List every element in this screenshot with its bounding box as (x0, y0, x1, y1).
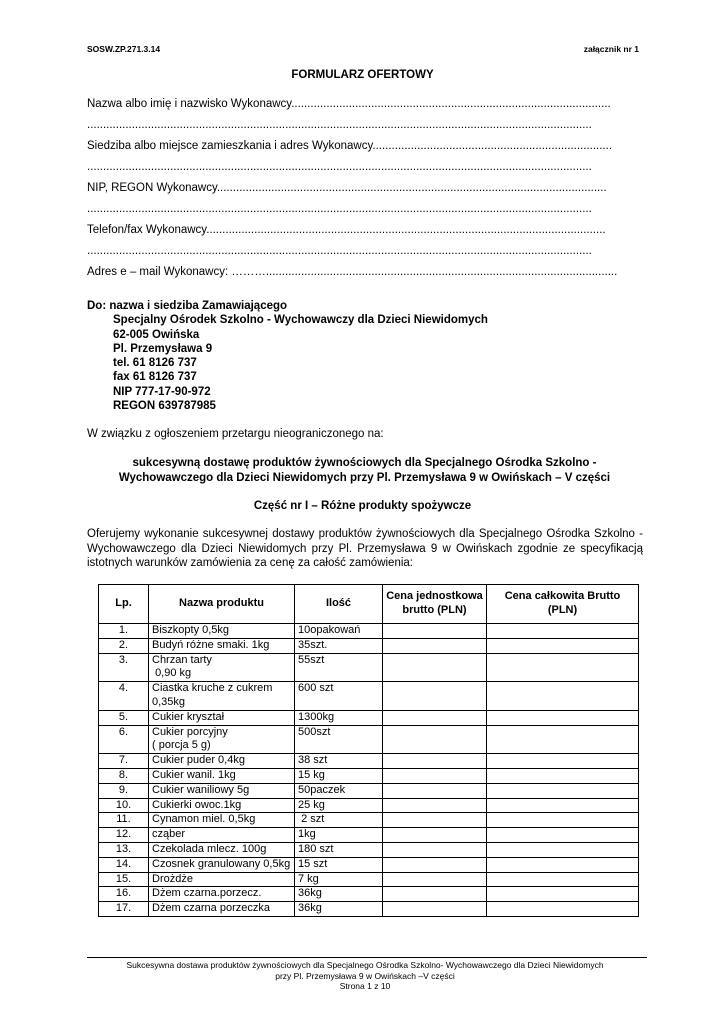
table-row (99, 857, 639, 872)
total-price-cell[interactable] (487, 842, 639, 857)
product-name: Cukier puder 0,4kg (149, 754, 295, 769)
unit-price-cell[interactable] (383, 638, 487, 653)
footer-line: przy Pl. Przemysława 9 w Owińskach –V części (275, 970, 455, 981)
row-number: 11. (99, 813, 149, 828)
quantity: 1kg (295, 828, 383, 843)
quantity: 25 kg (295, 798, 383, 813)
total-price-cell[interactable] (487, 783, 639, 798)
row-number: 10. (99, 798, 149, 813)
product-name: Cukier wanil. 1kg (149, 768, 295, 783)
phone-fax-continuation[interactable]: .............................................................................................................................................................. (87, 245, 592, 257)
table-header-row (99, 585, 639, 624)
unit-price-cell[interactable] (383, 902, 487, 917)
row-number: 12. (99, 828, 149, 843)
table-row (99, 624, 639, 639)
recipient-line: REGON 639787985 (113, 400, 216, 413)
table-row (99, 828, 639, 843)
reference-number: SOSW.ZP.271.3.14 (87, 44, 161, 54)
unit-price-cell[interactable] (383, 842, 487, 857)
product-name: Drożdże (149, 872, 295, 887)
product-name: cząber (149, 828, 295, 843)
recipient-line: NIP 777-17-90-972 (113, 385, 211, 398)
table-row (99, 798, 639, 813)
tender-subject: sukcesywną dostawę produktów żywnościowych dla Specjalnego Ośrodka Szkolno - Wychowawczego dla Dzieci Niewidomych przy Pl. Przemysława 9 w Owińskach – V części (118, 457, 611, 484)
unit-price-cell[interactable] (383, 710, 487, 725)
row-number: 14. (99, 857, 149, 872)
total-price-cell[interactable] (487, 638, 639, 653)
table-row (99, 813, 639, 828)
email-field[interactable]: Adres e – mail Wykonawcy: ……….............................................................................................................. (87, 266, 618, 278)
total-price-cell[interactable] (487, 725, 639, 754)
product-name: Czekolada mlecz. 100g (149, 842, 295, 857)
product-name: Cukierki owoc.1kg (149, 798, 295, 813)
table-row (99, 638, 639, 653)
footer-line: Sukcesywna dostawa produktów żywnościowych dla Specjalnego Ośrodka Szkolno- Wychowawczego dla Dzieci Niewidomych (126, 960, 604, 970)
column-header-total-price: Cena całkowita Brutto (PLN) (487, 585, 639, 624)
total-price-cell[interactable] (487, 872, 639, 887)
row-number: 3. (99, 653, 149, 682)
recipient-line: fax 61 8126 737 (113, 371, 197, 384)
product-name: Cynamon miel. 0,5kg (149, 813, 295, 828)
row-number: 4. (99, 682, 149, 711)
total-price-cell[interactable] (487, 857, 639, 872)
column-header-quantity: Ilość (295, 585, 383, 624)
nip-regon-field[interactable]: NIP, REGON Wykonawcy.......................................................................................................................... (87, 182, 607, 194)
contractor-address-field[interactable]: Siedziba albo miejsce zamieszkania i adres Wykonawcy........................................................................... (87, 140, 613, 152)
product-name: Cukier waniliowy 5g (149, 783, 295, 798)
attachment-label: załącznik nr 1 (583, 44, 639, 54)
quantity: 50paczek (295, 783, 383, 798)
unit-price-cell[interactable] (383, 725, 487, 754)
part-heading: Część nr I – Różne produkty spożywcze (253, 500, 472, 512)
row-number: 8. (99, 768, 149, 783)
column-header-lp: Lp. (99, 585, 149, 624)
row-number: 16. (99, 887, 149, 902)
phone-fax-field[interactable]: Telefon/fax Wykonawcy............................................................................................................................. (87, 224, 606, 236)
column-header-unit-price: Cena jednostkowa brutto (PLN) (383, 585, 487, 624)
unit-price-cell[interactable] (383, 872, 487, 887)
table-row (99, 783, 639, 798)
row-number: 17. (99, 902, 149, 917)
total-price-cell[interactable] (487, 682, 639, 711)
table-body (99, 624, 639, 917)
contractor-name-continuation[interactable]: .............................................................................................................................................................. (87, 119, 592, 131)
recipient-line: Pl. Przemysława 9 (113, 342, 213, 355)
column-header-product: Nazwa produktu (149, 585, 295, 624)
total-price-cell[interactable] (487, 902, 639, 917)
table-row (99, 710, 639, 725)
unit-price-cell[interactable] (383, 754, 487, 769)
total-price-cell[interactable] (487, 710, 639, 725)
row-number: 5. (99, 710, 149, 725)
total-price-cell[interactable] (487, 768, 639, 783)
table-row (99, 902, 639, 917)
product-name: Biszkopty 0,5kg (149, 624, 295, 639)
page-number: Strona 1 z 10 (339, 981, 391, 991)
unit-price-cell[interactable] (383, 768, 487, 783)
recipient-line: Specjalny Ośrodek Szkolno - Wychowawczy dla Dzieci Niewidomych (113, 314, 488, 327)
quantity: 55szt (295, 653, 383, 682)
quantity: 38 szt (295, 754, 383, 769)
nip-regon-continuation[interactable]: .............................................................................................................................................................. (87, 203, 592, 215)
unit-price-cell[interactable] (383, 887, 487, 902)
footer-divider (87, 957, 647, 958)
quantity: 7 kg (295, 872, 383, 887)
quantity: 180 szt (295, 842, 383, 857)
total-price-cell[interactable] (487, 887, 639, 902)
unit-price-cell[interactable] (383, 624, 487, 639)
recipient-line: tel. 61 8126 737 (113, 357, 197, 370)
table-row (99, 768, 639, 783)
table-row (99, 842, 639, 857)
quantity: 2 szt (295, 813, 383, 828)
recipient-heading: Do: nazwa i siedziba Zamawiającego (87, 300, 288, 312)
product-name: Chrzan tarty 0,90 kg (149, 653, 295, 682)
unit-price-cell[interactable] (383, 682, 487, 711)
row-number: 2. (99, 638, 149, 653)
row-number: 6. (99, 725, 149, 754)
product-name: Czosnek granulowany 0,5kg (149, 857, 295, 872)
product-name: Ciastka kruche z cukrem 0,35kg (149, 682, 295, 711)
product-name: Dżem czarna.porzecz. (149, 887, 295, 902)
contractor-address-continuation[interactable]: .............................................................................................................................................................. (87, 161, 592, 173)
table-row (99, 754, 639, 769)
unit-price-cell[interactable] (383, 813, 487, 828)
quantity: 36kg (295, 887, 383, 902)
quantity: 10opakowań (295, 624, 383, 639)
quantity: 1300kg (295, 710, 383, 725)
product-name: Cukier porcyjny ( porcja 5 g) (149, 725, 295, 754)
unit-price-cell[interactable] (383, 857, 487, 872)
quantity: 15 kg (295, 768, 383, 783)
table-row (99, 653, 639, 682)
product-name: Budyń różne smaki. 1kg (149, 638, 295, 653)
row-number: 1. (99, 624, 149, 639)
product-name: Cukier kryształ (149, 710, 295, 725)
row-number: 13. (99, 842, 149, 857)
total-price-cell[interactable] (487, 624, 639, 639)
quantity: 600 szt (295, 682, 383, 711)
product-table (98, 584, 639, 917)
unit-price-cell[interactable] (383, 828, 487, 843)
table-row (99, 887, 639, 902)
total-price-cell[interactable] (487, 798, 639, 813)
row-number: 9. (99, 783, 149, 798)
contractor-name-field[interactable]: Nazwa albo imię i nazwisko Wykonawcy.................................................................................................... (87, 98, 611, 110)
table-row (99, 872, 639, 887)
form-title: FORMULARZ OFERTOWY (291, 69, 434, 81)
row-number: 15. (99, 872, 149, 887)
total-price-cell[interactable] (487, 653, 639, 682)
page-footer (80, 960, 650, 992)
quantity: 36kg (295, 902, 383, 917)
offer-text: Oferujemy wykonanie sukcesywnej dostawy produktów żywnościowych dla Specjalnego Ośrodka Szkolno - Wychowawczego dla Dzieci Niewidomych przy Pl. Przemysława 9 w Owińskach zgodnie ze specyfikacją istotnych warunków zamówienia za cenę za całość zamówienia: (87, 528, 643, 569)
total-price-cell[interactable] (487, 813, 639, 828)
table-row (99, 725, 639, 754)
quantity: 500szt (295, 725, 383, 754)
recipient-line: 62-005 Owińska (113, 328, 200, 341)
total-price-cell[interactable] (487, 754, 639, 769)
total-price-cell[interactable] (487, 828, 639, 843)
quantity: 15 szt (295, 857, 383, 872)
intro-text: W związku z ogłoszeniem przetargu nieograniczonego na: (87, 428, 384, 440)
row-number: 7. (99, 754, 149, 769)
unit-price-cell[interactable] (383, 798, 487, 813)
unit-price-cell[interactable] (383, 783, 487, 798)
table-row (99, 682, 639, 711)
quantity: 35szt. (295, 638, 383, 653)
recipient-block (87, 299, 488, 413)
product-name: Dżem czarna porzeczka (149, 902, 295, 917)
unit-price-cell[interactable] (383, 653, 487, 682)
